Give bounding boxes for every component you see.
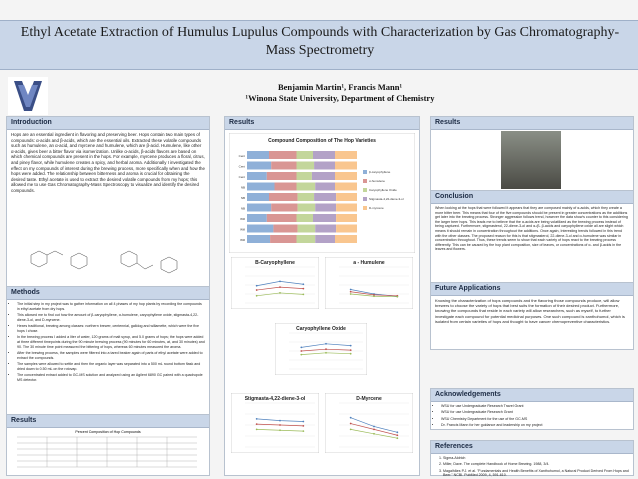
bar-segment [247,214,267,222]
acknowledgement-item: • WSU for use Undergraduate Research Travel Grant [441,404,629,409]
bar-segment [335,172,357,180]
chart-title: Caryophyllene Oxide [296,326,346,332]
introduction-panel [6,116,210,288]
results-right-panel [430,116,634,192]
data-point [373,426,375,428]
bar-segment [298,225,316,233]
data-point [373,433,375,435]
legend-swatch [363,188,367,192]
category-label: Will [240,217,245,221]
reference-item: 1. Sigma-Aldrich [443,456,629,461]
data-point [373,295,375,297]
data-point [256,289,258,291]
category-label: NB [240,206,245,211]
bar-segment [270,235,296,243]
bar-segment [297,172,312,180]
methods-item: • After the brewing process, the samples were filtered into a tared beaker again of parts of ethyl acetate were added to extract the compounds. [17,351,205,361]
composition-chart [229,133,415,253]
category-label: NB [240,185,245,190]
results-right-heading: Results [431,117,633,130]
data-point [350,417,352,419]
results-table-heading: Results [7,415,209,428]
line-chart-d-myrcene [325,393,413,453]
acknowledgements-list [431,402,633,428]
data-point [350,291,352,293]
references-list [431,454,633,478]
future-text: Knowing the characterization of hops compounds and the flavoring those compounds produce, will allow brewers to choose the variety of hops that best suits the formation of their desired product. Furthermore, knowing the compounds that reside in each variety will allow researchers, such as myself, to further investigate each compound for potential medicinal purposes. One such compound is xanthohumol, which is isolated from certain varieties of hops and thought to have cancer chemopreventive characteristics. [435,298,625,324]
bar-segment [247,204,271,212]
line-chart-b-caryophyllene [231,257,319,309]
data-point [325,343,327,345]
methods-item: • Hexes traditional, brewing among classes: northern brewer, centennial, galldog and willamette, which were the five hops I chose. [17,324,205,334]
results-table [17,435,197,471]
methods-item: • This allowed me to find out how the amount of β-caryophyllene, α-humulene, caryophyllene oxide, stigmasta-4,22-diene-3-ol, and D-myrcene. [17,313,205,323]
legend-label: Caryophyllene Oxide [369,188,397,192]
introduction-text: Hops are an essential ingredient in flavoring and preserving beer. Hops contain two main types of compounds: α-acids and β-acids, which are the essential oils. Extracted these volatile compounds such as humulene, an α-acid, and myrcene and humulene, which are β-acid. Humulene, like other α-acids, gives beer a bitter flavor via isomerization. Unlike α-acids, β-acids flavors are based on which chemical compounds are present in the hops. For example, myrcene produces a floral, citrus, and piney flavor, while humulene creates a spicy, and herbal aroma. Additionally I investigated the effect on my compounds of interest during the brewing process, more specifically when and how the hops were added. The relationship between bitterness and aroma is crucial for obtaining the desired taste. Ethyl acetate is used to extract the desired volatile compounds from my hops; this allowed me to use Gas Chromatography-Mass Spectroscopy to visualize and identify the desired compounds. [11,132,205,193]
bar-segment [297,162,315,170]
data-point [302,288,304,290]
data-point [350,345,352,347]
bar-segment [275,183,297,191]
data-point [279,292,281,294]
bar-segment [313,214,336,222]
data-point [302,425,304,427]
bar-segment [269,193,298,201]
data-point [396,437,398,439]
methods-item: • The samples were allowed to settle and then the organic layer was separated into a 500 mL round bottom flask and dried down to 0.50 mL on the rotovap. [17,362,205,372]
bar-segment [315,204,336,212]
data-point [325,348,327,350]
bar-segment [336,225,357,233]
chart-title: a - Humulene [353,260,385,266]
bar-segment [335,235,357,243]
data-point [396,431,398,433]
acknowledgements-heading: Acknowledgements [431,389,633,402]
conclusion-panel [430,190,634,284]
bar-segment [247,151,269,159]
bar-segment [271,162,296,170]
bar-segment [297,235,316,243]
methods-item: • The concentrated extract added to GC-MS solution and analyzed using an Agilent 6890 GC paired with a quadrupole MS detector. [17,373,205,383]
bar-segment [267,214,297,222]
acknowledgement-item: • Dr. Francis Mann for her guidance and leadership on my project [441,423,629,428]
data-point [350,423,352,425]
legend-label: β-caryophyllene [369,170,391,174]
category-label: Will [240,227,245,232]
methods-heading: Methods [7,287,209,300]
reference-item: 3. Magalhães P.J. et al. "Fundamentals and Health Benefits of Xanthohumol, a Natural Product Derived From Hops and Beer." NCBI. PubMed 2009, 4, 591-610. [443,469,629,479]
data-point [256,295,258,297]
bar-segment [298,193,315,201]
chart-frame [325,393,413,453]
conclusion-heading: Conclusion [431,191,633,204]
bar-segment [298,204,316,212]
line-chart-caryophyllene-oxide [275,323,367,375]
category-label: NB [240,196,245,200]
category-label: Will [240,238,245,242]
data-point [279,424,281,426]
future-heading: Future Applications [431,283,633,296]
methods-item: • In the brewing process I added a liter of water, 120 grams of malt syrup, and 5.0 grams of hops; the hops were added at three different timepoints during the 90 minute brewing process (90 minutes for 60 minutes, at, and 30 minutes) and 90. The 30 minute time point measured the bittering of hops, whereas 60 minutes measured the aroma. [17,335,205,349]
data-point [302,293,304,295]
methods-list [7,300,209,383]
legend-label: Stigmasta-4,22-diene-3-ol [369,197,404,201]
legend-swatch [363,179,367,183]
university-logo [8,77,48,115]
line-chart-stigmasta [231,393,319,453]
bar-segment [315,235,335,243]
data-point [350,349,352,351]
results-table-panel [6,414,210,476]
bar-segment [313,151,335,159]
chart-title: Compound Composition of The Hop Varieties [268,138,376,144]
legend-label: α-humulene [369,179,385,183]
affiliation: ¹Winona State University, Department of Chemistry [245,93,435,103]
data-point [302,430,304,432]
data-point [300,347,302,349]
bar-segment [335,151,357,159]
legend-swatch [363,206,367,210]
bar-segment [314,162,335,170]
bar-segment [269,151,297,159]
chart-frame [231,393,319,453]
references-heading: References [431,441,633,454]
bar-segment [247,235,270,243]
data-point [279,281,281,283]
data-point [350,353,352,355]
data-point [279,420,281,422]
bar-segment [247,162,271,170]
bar-segment [312,172,335,180]
references-panel [430,440,634,476]
author-block [180,82,500,104]
data-point [396,434,398,436]
category-label: Cent [238,175,245,179]
data-point [300,354,302,356]
data-point [302,283,304,285]
category-label: Cent [238,164,245,169]
bar-segment [297,151,314,159]
introduction-heading: Introduction [7,117,209,130]
methods-panel [6,286,210,416]
bar-segment [297,214,314,222]
data-point [300,350,302,352]
data-point [350,289,352,291]
data-point [325,352,327,354]
legend-label: D-myrcene [369,206,384,210]
data-point [279,286,281,288]
results-charts-panel [224,116,420,476]
acknowledgement-item: • WSU for use Undergraduate Research Grant [441,410,629,415]
chemical-structures [11,243,207,283]
chart-title: Stigmasta-4,22-diene-3-ol [244,396,306,402]
reference-item: 2. Miller, Dave. The complete Handbook of Home Brewing. 1988, 3/4. [443,462,629,467]
bar-segment [315,183,335,191]
experiment-photo [501,131,561,189]
data-point [279,429,281,431]
line-chart-a-humulene [325,257,413,309]
bar-segment [335,162,357,170]
future-panel [430,282,634,350]
table-title: Percent Composition of Hop Compounds [75,430,141,434]
bar-segment [247,193,269,201]
legend-swatch [363,170,367,174]
category-label: Cent [238,154,245,158]
bar-segment [247,172,267,180]
bar-segment [335,183,357,191]
data-point [373,429,375,431]
data-point [256,285,258,287]
data-point [256,423,258,425]
results-charts-heading: Results [225,117,419,130]
data-point [396,296,398,298]
bar-segment [247,183,275,191]
data-point [256,429,258,431]
bar-segment [336,193,357,201]
bar-segment [336,214,357,222]
chart-title: B-Caryophyllene [255,260,295,266]
bar-segment [247,225,273,233]
bar-segment [271,204,297,212]
acknowledgements-panel [430,388,634,430]
bar-segment [315,225,336,233]
data-point [302,421,304,423]
bar-segment [273,225,297,233]
authors: Benjamin Martin¹, Francis Mann¹ [277,82,403,92]
data-point [350,429,352,431]
bar-segment [314,193,336,201]
data-point [350,293,352,295]
acknowledgement-item: • WSU Chemistry Department for the use of the GC-MS [441,417,629,422]
bar-segment [297,183,316,191]
methods-item: • The initial step in my project was to gather information on all 4 phases of my hop plants by recording the compounds in ethyl acetate from dry hops. [17,302,205,312]
poster-title: Ethyl Acetate Extraction of Humulus Lupulus Compounds with Characterization by Gas Chromatography-Mass Spectrometry [20,25,620,58]
bar-segment [267,172,297,180]
conclusion-text: When looking at the hops that were followed it appears that they are composed mainly of α-acids, which they create a more bitter beer. This means that four of the five compounds should be present in greater concentrations as the additions get later into the brewing process. Stronger aggression follows trend, however the data show's counter to this considering the larger beer hops. This leads me to believe that the α-acids are being volatilized as the brewing process instead of being captured. Furthermore, stigmasterol, 22-diene-3-ol and α-/β- β-acids and caryophyllene oxide all are slight which means it should remain in concentration throughout the additions. Once again, Interesting trends followed in this trend with the other classes. The proposed reason for this is that stigmasterol, 22-diene-3-ol and α-humulene was similar in concentration throughout. Thus, these trends seem to show that each variety of hops react to the brewing process differently. This can be caused by the hop plant composition, size of leaves, or concentrations of α- and β-acids in the leaves and flowers. [435,206,628,252]
legend-swatch [363,197,367,201]
data-point [256,418,258,420]
bar-segment [336,204,357,212]
chart-title: D-Myrcene [356,396,382,402]
